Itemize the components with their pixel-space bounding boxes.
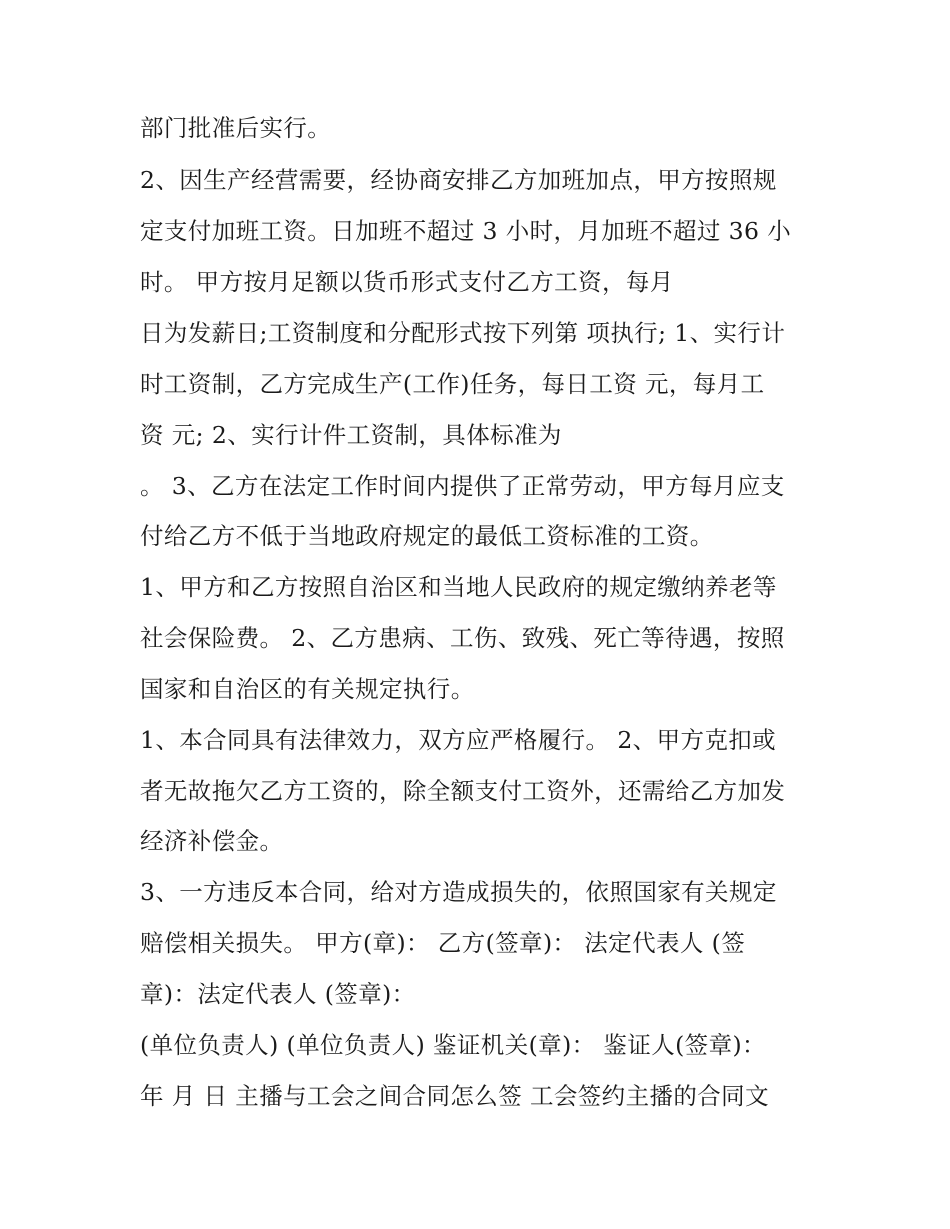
text-line: 赔偿相关损失。 甲方(章)： 乙方(签章)： 法定代表人 (签: [140, 929, 746, 957]
text-line: 时。 甲方按月足额以货币形式支付乙方工资，每月: [140, 268, 674, 296]
text-line: 部门批准后实行。: [140, 114, 332, 142]
text-line: 社会保险费。 2、乙方患病、工伤、致残、死亡等待遇，按照: [140, 624, 785, 652]
text-line: 3、一方违反本合同，给对方造成损失的，依照国家有关规定: [140, 878, 777, 906]
text-line: 者无故拖欠乙方工资的，除全额支付工资外，还需给乙方加发: [140, 777, 786, 805]
text-line: 2、因生产经营需要，经协商安排乙方加班加点，甲方按照规: [140, 166, 777, 194]
text-line: 定支付加班工资。日加班不超过 3 小时，月加班不超过 36 小: [140, 217, 792, 245]
text-line: 资 元; 2、实行计件工资制，具体标准为: [140, 421, 562, 449]
text-line: 国家和自治区的有关规定执行。: [140, 675, 475, 703]
text-line: 1、本合同具有法律效力，双方应严格履行。 2、甲方克扣或: [140, 726, 777, 754]
text-line: 章)：法定代表人 (签章)：: [140, 980, 416, 1008]
text-line: 1、甲方和乙方按照自治区和当地人民政府的规定缴纳养老等: [140, 573, 777, 601]
text-line: 付给乙方不低于当地政府规定的最低工资标准的工资。: [140, 522, 714, 550]
text-line: 日为发薪日;工资制度和分配形式按下列第 项执行; 1、实行计: [140, 319, 786, 347]
text-line: 时工资制，乙方完成生产(工作)任务，每日工资 元，每月工: [140, 370, 765, 398]
text-line: (单位负责人) (单位负责人) 鉴证机关(章)： 鉴证人(签章)：: [140, 1031, 766, 1059]
text-line: 经济补偿金。: [140, 827, 284, 855]
text-line: 。 3、乙方在法定工作时间内提供了正常劳动，甲方每月应支: [140, 472, 785, 500]
text-line: 年 月 日 主播与工会之间合同怎么签 工会签约主播的合同文: [140, 1082, 769, 1110]
